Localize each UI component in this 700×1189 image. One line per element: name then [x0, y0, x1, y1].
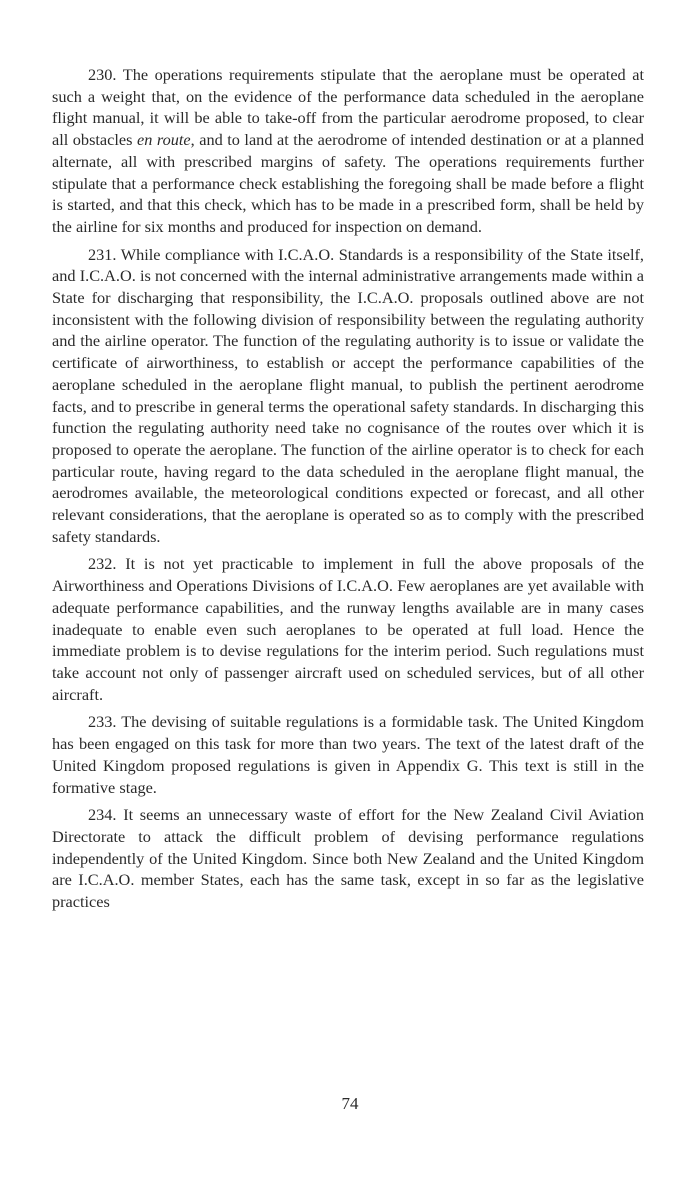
paragraph-232	[52, 553, 644, 705]
paragraph-231	[52, 244, 644, 548]
paragraph-number: 234.	[88, 805, 117, 825]
paragraph-230	[52, 64, 644, 238]
paragraph-number: 232.	[88, 554, 117, 574]
italic-phrase: en route	[136, 130, 191, 150]
paragraph-text: It seems an unnecessary waste of effort for the New Zealand Civil Aviation Directorate to attack the difficult problem of devising performance regulations independently of the United Kingdom. Since both New Zealand and the United Kingdom are I.C.A.O. member States, each has the same task, except in so far as the legislative practices	[52, 805, 644, 912]
paragraph-text: The operations requirements stipulate that the aeroplane must be operated at such a weight that, on the evidence of the performance data scheduled in the aeroplane flight manual, it will be able to take-off from the particular aerodrome proposed, to clear all obstacles	[52, 65, 644, 150]
paragraph-number: 231.	[88, 244, 117, 264]
document-body	[52, 64, 644, 919]
paragraph-234	[52, 804, 644, 913]
paragraph-text: While compliance with I.C.A.O. Standards is a responsibility of the State itself, and I.C.A.O. is not concerned with the internal administrative arrangements made within a State for discharging that responsibility, the I.C.A.O. proposals outlined above are not inconsistent with the following division of responsibility between the regulating authority and the airline operator. The function of the regulating authority is to issue or validate the certificate of airworthiness, to establish or accept the performance capabilities of the aeroplane scheduled in the aeroplane flight manual, to publish the pertinent aerodrome facts, and to prescribe in general terms the operational safety standards. In discharging this function the regulating authority need take no cognisance of the routes over which it is proposed to operate the aeroplane. The function of the airline operator is to check for each particular route, having regard to the data scheduled in the aeroplane flight manual, the aerodromes available, the meteorological conditions expected or forecast, and all other relevant considerations, that the aeroplane is operated so as to comply with the prescribed safety standards.	[52, 244, 645, 546]
paragraph-text-continued: , and to land at the aerodrome of intended destination or at a planned alternate, all with prescribed margins of safety. The operations requirements further stipulate that a performance check establishing the foregoing shall be made before a flight is started, and that this check, which has to be made in a prescribed form, shall be held by the airline for six months and produced for inspection on demand.	[52, 130, 645, 236]
paragraph-number: 230.	[88, 65, 117, 84]
paragraph-number: 233.	[88, 712, 117, 732]
paragraph-text: It is not yet practicable to implement in full the above proposals of the Airworthiness and Operations Divisions of I.C.A.O. Few aeroplanes are yet available with adequate performance capabilities, and the runway lengths available are in many cases inadequate to enable even such aeroplanes to be operated at full load. Hence the immediate problem is to devise regulations for the interim period. Such regulations must take account not only of passenger aircraft used on scheduled services, but of all other aircraft.	[52, 554, 644, 704]
page-number: 74	[341, 1094, 359, 1113]
paragraph-233	[52, 711, 644, 798]
paragraph-text: The devising of suitable regulations is a formidable task. The United Kingdom has been engaged on this task for more than two years. The text of the latest draft of the United Kingdom proposed regulations is given in Appendix G. This text is still in the formative stage.	[52, 712, 644, 797]
